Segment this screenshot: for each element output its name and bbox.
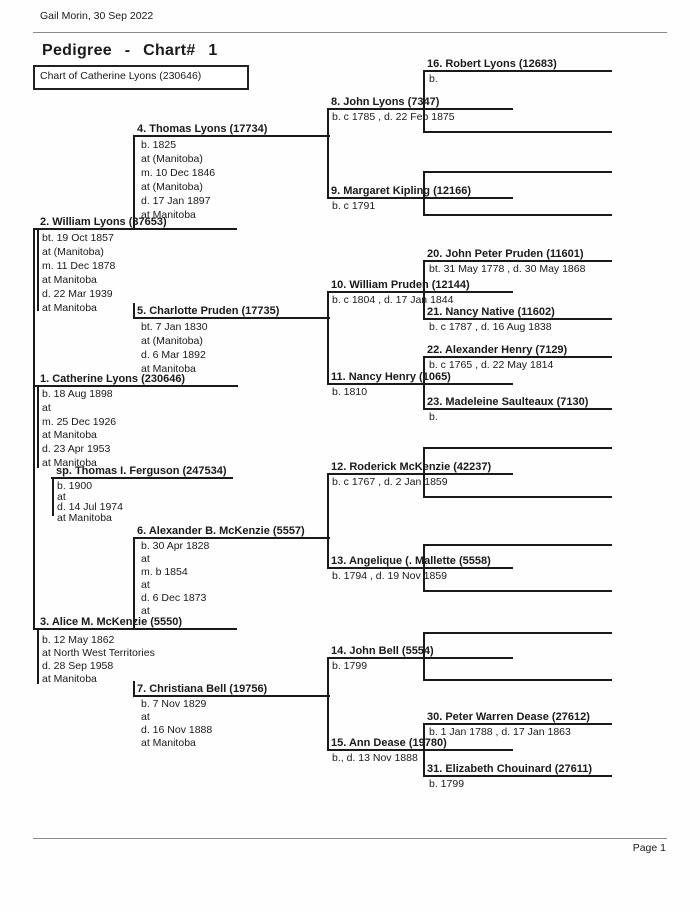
- person-12-details: b. c 1767 , d. 2 Jan 1859: [332, 476, 448, 488]
- person-21-name: 21. Nancy Native (11602): [423, 305, 612, 320]
- person-2-detail-bracket: [37, 229, 39, 311]
- person-1-name: 1. Catherine Lyons (230646): [33, 372, 238, 387]
- person-4-details: b. 1825 at (Manitoba) m. 10 Dec 1846 at (Manitoba) d. 17 Jan 1897 at Manitoba: [141, 139, 216, 221]
- unnamed-ancestor-line-26: [423, 544, 612, 546]
- person-1-details: b. 18 Aug 1898 at m. 25 Dec 1926 at Manitoba d. 23 Apr 1953 at Manitoba: [42, 388, 117, 469]
- spouse-details: b. 1900 at d. 14 Jul 1974 at Manitoba: [57, 480, 123, 524]
- unnamed-ancestor-line-24: [423, 447, 612, 449]
- connector-14-15: [327, 657, 329, 749]
- person-31-name: 31. Elizabeth Chouinard (27611): [423, 762, 612, 777]
- person-1-detail-bracket: [37, 386, 39, 468]
- person-15-details: b., d. 13 Nov 1888: [332, 752, 418, 764]
- person-22-details: b. c 1765 , d. 22 May 1814: [429, 359, 554, 371]
- unnamed-ancestor-line-17: [423, 131, 612, 133]
- connector-5-tick: [133, 303, 135, 319]
- header-rule: [33, 32, 667, 33]
- person-30-name: 30. Peter Warren Dease (27612): [423, 710, 612, 725]
- person-21-details: b. c 1787 , d. 16 Aug 1838: [429, 321, 552, 333]
- person-11-name: 11. Nancy Henry (1065): [327, 370, 513, 385]
- person-16-details: b.: [429, 73, 438, 85]
- person-31-details: b. 1799: [429, 778, 465, 790]
- person-30-details: b. 1 Jan 1788 , d. 17 Jan 1863: [429, 726, 571, 738]
- person-5-name: 5. Charlotte Pruden (17735): [133, 304, 330, 319]
- person-8-name: 8. John Lyons (7347): [327, 95, 513, 110]
- person-11-details: b. 1810: [332, 386, 368, 398]
- footer-rule: [33, 838, 667, 839]
- person-23-name: 23. Madeleine Saulteaux (7130): [423, 395, 612, 410]
- person-12-name: 12. Roderick McKenzie (42237): [327, 460, 513, 475]
- author-date-line: Gail Morin, 30 Sep 2022: [40, 10, 154, 22]
- person-7-details: b. 7 Nov 1829 at d. 16 Nov 1888 at Manitoba: [141, 698, 213, 749]
- chart-subject-box: [33, 65, 249, 90]
- unnamed-ancestor-line-29: [423, 679, 612, 681]
- person-23-details: b.: [429, 411, 438, 423]
- person-9-details: b. c 1791: [332, 200, 376, 212]
- unnamed-ancestor-line-19: [423, 214, 612, 216]
- chart-subject-label: Chart of Catherine Lyons (230646): [40, 70, 202, 82]
- person-16-name: 16. Robert Lyons (12683): [423, 57, 612, 72]
- person-3-detail-bracket: [37, 630, 39, 684]
- unnamed-ancestor-line-25: [423, 496, 612, 498]
- person-2-name: 2. William Lyons (37653): [33, 215, 237, 230]
- person-10-name: 10. William Pruden (12144): [327, 278, 513, 293]
- person-10-details: b. c 1804 , d. 17 Jan 1844: [332, 294, 454, 306]
- person-13-name: 13. Angelique (. Mallette (5558): [327, 554, 513, 569]
- page-title: Pedigree - Chart# 1: [42, 42, 218, 59]
- unnamed-ancestor-line-18: [423, 171, 612, 173]
- person-22-name: 22. Alexander Henry (7129): [423, 343, 612, 358]
- person-13-details: b. 1794 , d. 19 Nov 1859: [332, 570, 448, 582]
- unnamed-ancestor-line-28: [423, 632, 612, 634]
- unnamed-ancestor-line-27: [423, 590, 612, 592]
- person-3-details: b. 12 May 1862 at North West Territories d. 28 Sep 1958 at Manitoba: [42, 634, 155, 685]
- person-6-details: b. 30 Apr 1828 at m. b 1854 at d. 6 Dec 1873 at: [141, 540, 210, 617]
- spouse-detail-bracket: [52, 478, 54, 516]
- spouse-name: sp. Thomas I. Ferguson (247534): [51, 464, 233, 479]
- person-20-details: bt. 31 May 1778 , d. 30 May 1868: [429, 263, 586, 275]
- person-14-name: 14. John Bell (5554): [327, 644, 513, 659]
- person-4-name: 4. Thomas Lyons (17734): [133, 122, 330, 137]
- person-15-name: 15. Ann Dease (19780): [327, 736, 513, 751]
- person-6-name: 6. Alexander B. McKenzie (5557): [133, 524, 330, 539]
- person-3-name: 3. Alice M. McKenzie (5550): [33, 615, 237, 630]
- connector-2-3: [33, 228, 35, 628]
- person-9-name: 9. Margaret Kipling (12166): [327, 184, 513, 199]
- person-7-name: 7. Christiana Bell (19756): [133, 682, 330, 697]
- person-8-details: b. c 1785 , d. 22 Feb 1875: [332, 111, 455, 123]
- person-5-details: bt. 7 Jan 1830 at (Manitoba) d. 6 Mar 1892 at Manitoba: [141, 321, 208, 375]
- connector-12-13: [327, 473, 329, 567]
- person-2-details: bt. 19 Oct 1857 at (Manitoba) m. 11 Dec 1878 at Manitoba d. 22 Mar 1939 at Manitoba: [42, 232, 116, 314]
- person-14-details: b. 1799: [332, 660, 368, 672]
- page-number: Page 1: [632, 842, 666, 854]
- person-20-name: 20. John Peter Pruden (11601): [423, 247, 612, 262]
